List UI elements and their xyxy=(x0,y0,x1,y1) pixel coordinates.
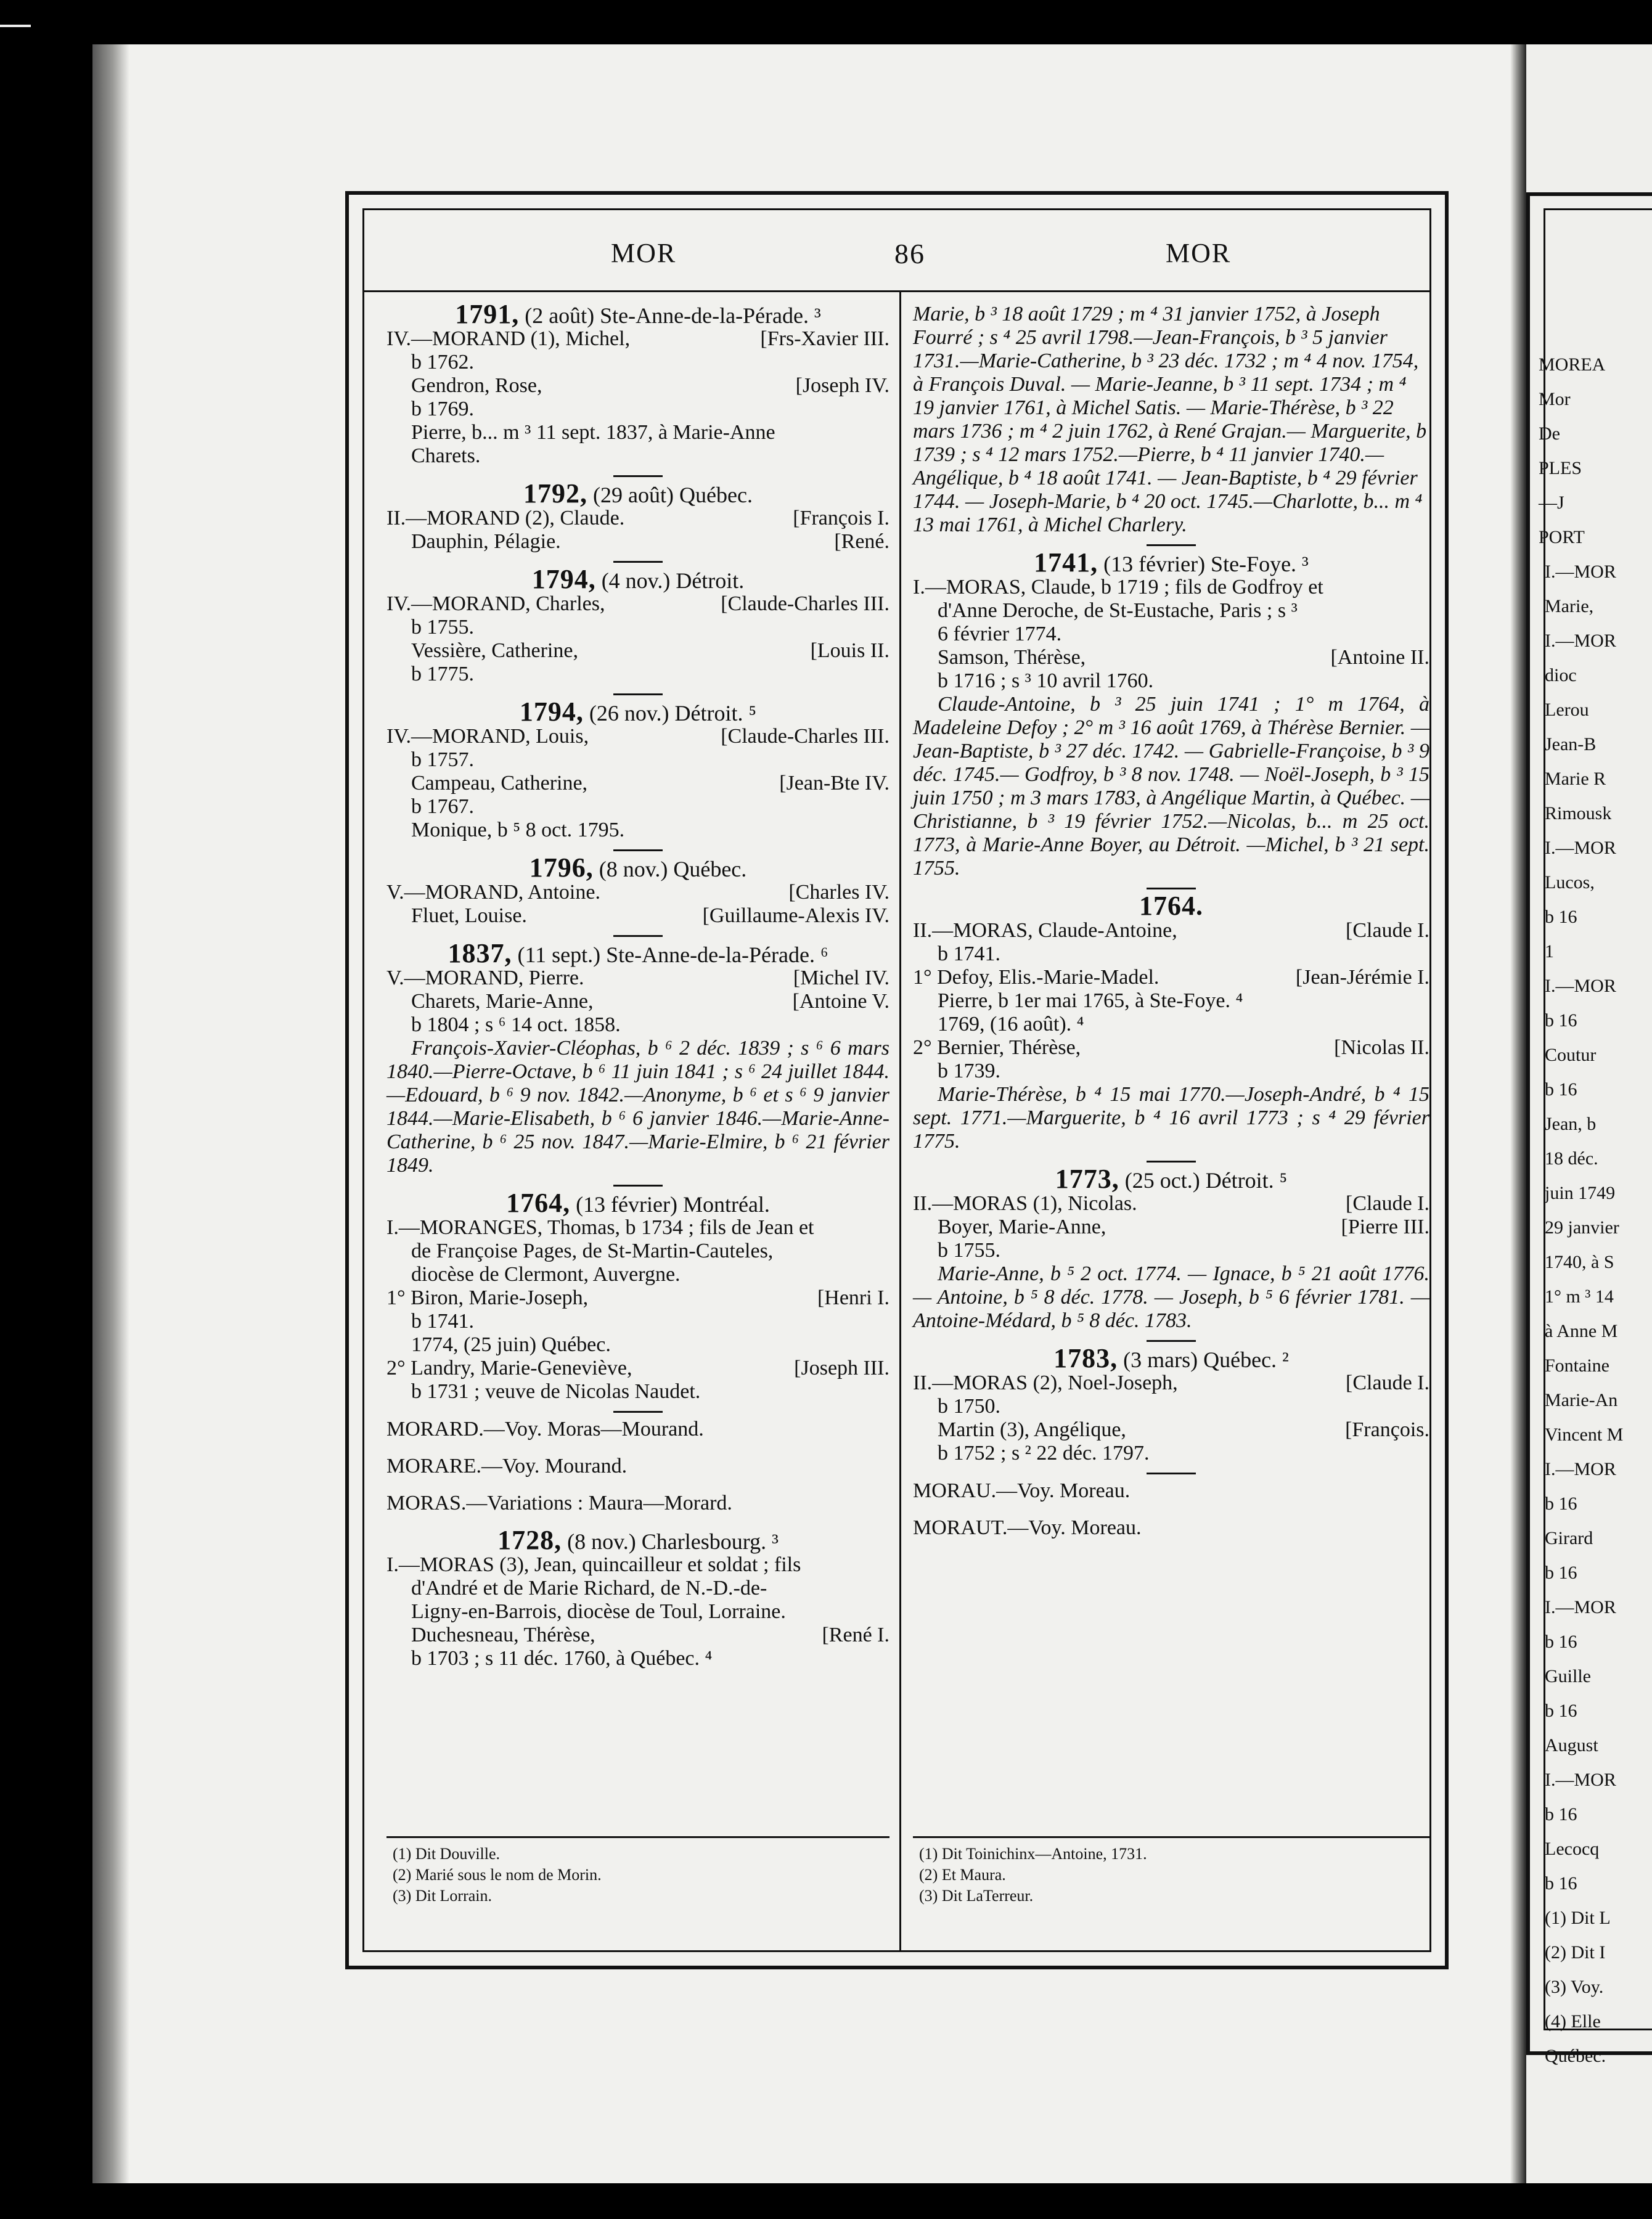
entry-line-text: Pierre, b 1er mai 1765, à Ste-Foye. ⁴ xyxy=(938,989,1243,1012)
header-right-word: MOR xyxy=(1166,238,1232,268)
marriage-year: 1792, xyxy=(523,478,588,509)
entry-line-text: diocèse de Clermont, Auvergne. xyxy=(411,1263,681,1286)
marriage-year: 1728, xyxy=(497,1525,562,1555)
entry-line-text: II.—MORAND (2), Claude. xyxy=(386,507,625,529)
next-page-text: Marie, xyxy=(1545,596,1594,616)
next-page-text: De xyxy=(1539,423,1560,444)
genealogy-entry xyxy=(386,1185,889,1404)
next-page-text: 29 janvier xyxy=(1545,1217,1619,1238)
next-page-text: (1) Dit L xyxy=(1545,1908,1611,1928)
entry-line-text: I.—MORAS, Claude, b 1719 ; fils de Godfroy et xyxy=(913,576,1323,599)
entry-line xyxy=(386,616,889,639)
entry-line xyxy=(386,1286,889,1310)
entry-line-text: Dauphin, Pélagie. xyxy=(411,530,561,553)
entry-line xyxy=(386,1357,889,1380)
genealogy-entry xyxy=(913,1161,1429,1333)
marriage-year: 1796, xyxy=(529,852,594,883)
book-gutter-shadow xyxy=(92,44,129,2183)
entry-line xyxy=(386,904,889,928)
parent-reference: [René. xyxy=(834,530,889,553)
entry-separator xyxy=(613,693,663,695)
marriage-year: 1794, xyxy=(519,697,584,727)
marriage-place: (2 août) Ste-Anne-de-la-Pérade. ³ xyxy=(519,303,821,328)
next-page-text: I.—MOR xyxy=(1545,1770,1616,1790)
entry-line-text: Duchesneau, Thérèse, xyxy=(411,1624,595,1646)
children-list: Marie-Thérèse, b ⁴ 15 mai 1770.—Joseph-André, b ⁴ 15 sept. 1771.—Marguerite, b ⁴ 16 avril 1773 ; s ⁴ 29 février 1775. xyxy=(913,1083,1429,1153)
parent-reference: [Henri I. xyxy=(817,1286,889,1309)
parent-reference: [Frs-Xavier III. xyxy=(760,327,889,350)
entry-heading xyxy=(386,697,889,727)
marriage-year: 1773, xyxy=(1055,1164,1119,1194)
entry-line-text: Samson, Thérèse, xyxy=(938,646,1086,669)
genealogy-entry xyxy=(913,544,1429,880)
entry-separator xyxy=(1147,1473,1196,1474)
next-page-text: b 16 xyxy=(1545,1563,1577,1583)
page-number: 86 xyxy=(894,238,925,269)
parent-reference: [Jean-Jérémie I. xyxy=(1295,966,1429,989)
next-page-text: Mor xyxy=(1539,389,1571,409)
entry-separator xyxy=(613,1185,663,1187)
entry-heading xyxy=(386,564,889,594)
entry-separator xyxy=(613,1411,663,1413)
entry-line-text: b 1716 ; s ³ 10 avril 1760. xyxy=(938,669,1154,692)
entry-line xyxy=(386,663,889,686)
entry-line-text: Boyer, Marie-Anne, xyxy=(938,1216,1106,1238)
genealogy-entry xyxy=(913,1340,1429,1465)
next-page-text: (3) Voy. xyxy=(1545,1977,1604,1997)
next-page-text: Fontaine xyxy=(1545,1355,1609,1376)
next-page-text: I.—MOR xyxy=(1545,631,1616,651)
entry-line xyxy=(913,1371,1429,1395)
next-page-text: juin 1749 xyxy=(1545,1183,1616,1203)
entry-line xyxy=(386,421,889,444)
entry-line xyxy=(913,966,1429,989)
entry-heading xyxy=(913,547,1429,578)
entry-line-text: b 1762. xyxy=(411,351,474,374)
entry-line xyxy=(913,1395,1429,1418)
parent-reference: [Claude I. xyxy=(1346,1192,1429,1215)
entry-line xyxy=(386,725,889,748)
next-page-text: Guille xyxy=(1545,1666,1591,1686)
entry-line-text: I.—MORAS (3), Jean, quincailleur et soldat ; fils xyxy=(386,1553,801,1576)
entry-line xyxy=(913,669,1429,693)
next-page-text: à Anne M xyxy=(1545,1321,1618,1341)
entry-line-text: d'André et de Marie Richard, de N.-D.-de- xyxy=(411,1577,767,1600)
parent-reference: [Joseph III. xyxy=(794,1357,889,1379)
entry-line-text: b 1755. xyxy=(938,1239,1000,1262)
entry-heading xyxy=(386,938,889,968)
children-list: Marie, b ³ 18 août 1729 ; m ⁴ 31 janvier 1752, à Joseph Fourré ; s ⁴ 25 avril 1798.—Jean-François, b ³ 5 janvier 1731.—Marie-Catherine, b ³ 23 déc. 1732 ; m ⁴ 4 nov. 1754, à François Duval. — Marie-Jeanne, b ³ 11 sept. 1734 ; m ⁴ 19 janvier 1761, à Michel Satis. — Marie-Thérèse, b ³ 22 mars 1736 ; m ⁴ 2 juin 1762, à René Grajan.— Marguerite, b 1739 ; s ⁴ 12 mars 1752.—Pierre, b ⁴ 11 janvier 1740.—Angélique, b ⁴ 18 août 1741. — Jean-Baptiste, b ⁴ 29 février 1744. — Joseph-Marie, b ⁴ 20 oct. 1745.—Charlotte, b... m ⁴ 13 mai 1761, à Michel Charlery. xyxy=(913,303,1427,536)
entry-line xyxy=(386,1240,889,1263)
parent-reference: [Nicolas II. xyxy=(1334,1036,1429,1059)
marriage-place: (4 nov.) Détroit. xyxy=(595,568,745,593)
left-footnotes xyxy=(386,1844,889,1906)
next-page-text: Rimousk xyxy=(1545,803,1612,823)
entry-line xyxy=(913,942,1429,966)
entry-line xyxy=(386,639,889,663)
next-page-text: (4) Elle xyxy=(1545,2011,1601,2032)
entry-line xyxy=(386,1310,889,1333)
right-footnote-rule xyxy=(913,1836,1429,1838)
parent-reference: [Louis II. xyxy=(810,639,889,662)
next-page-text: (2) Dit I xyxy=(1545,1942,1606,1963)
entry-line xyxy=(386,881,889,904)
footnote: (1) Dit Douville. xyxy=(393,1845,501,1863)
next-page-text: b 16 xyxy=(1545,1632,1577,1652)
marriage-place: (3 mars) Québec. ² xyxy=(1118,1347,1289,1372)
entry-separator xyxy=(613,935,663,937)
footnote: (2) Marié sous le nom de Morin. xyxy=(393,1866,602,1884)
entry-line xyxy=(913,599,1429,623)
entry-heading xyxy=(386,1188,889,1218)
entry-line-text: 1° Biron, Marie-Joseph, xyxy=(386,1286,589,1309)
parent-reference: [Charles IV. xyxy=(788,881,889,904)
right-footnotes xyxy=(913,1844,1429,1906)
entry-line xyxy=(386,507,889,530)
next-page-text: Lecocq xyxy=(1545,1839,1600,1859)
entry-line-text: b 1741. xyxy=(411,1310,474,1333)
genealogy-entry xyxy=(386,475,889,554)
entry-line-text: 1774, (25 juin) Québec. xyxy=(411,1333,611,1356)
entry-line-text: b 1750. xyxy=(938,1395,1000,1418)
genealogy-entry xyxy=(386,1525,889,1670)
genealogy-entry xyxy=(386,561,889,686)
next-page-text: Marie-An xyxy=(1545,1390,1618,1410)
parent-reference: [Joseph IV. xyxy=(795,374,889,397)
entry-heading xyxy=(386,299,889,329)
left-column xyxy=(386,299,889,1950)
entry-line-text: b 1755. xyxy=(411,616,474,639)
parent-reference: [François. xyxy=(1345,1418,1429,1441)
entry-line-text: 1° Defoy, Elis.-Marie-Madel. xyxy=(913,966,1159,989)
entry-line-text: b 1741. xyxy=(938,942,1000,965)
next-page-text: I.—MOR xyxy=(1545,976,1616,996)
marriage-place: (25 oct.) Détroit. ⁵ xyxy=(1119,1168,1288,1193)
entry-line xyxy=(386,1216,889,1240)
entry-line-text: Charets. xyxy=(411,444,481,467)
header-left-word: MOR xyxy=(611,238,677,268)
entry-line xyxy=(913,1418,1429,1442)
next-page-text: MOREA xyxy=(1539,354,1606,375)
entry-line xyxy=(386,990,889,1013)
entry-line-text: b 1703 ; s 11 déc. 1760, à Québec. ⁴ xyxy=(411,1647,713,1670)
entry-line xyxy=(386,1263,889,1286)
entry-heading xyxy=(913,891,1429,921)
entry-line-text: Monique, b ⁵ 8 oct. 1795. xyxy=(411,819,625,841)
running-header xyxy=(364,210,1429,292)
parent-reference: [Claude-Charles III. xyxy=(721,725,889,748)
entry-line xyxy=(386,748,889,772)
entry-line xyxy=(386,1553,889,1577)
entry-line xyxy=(913,1216,1429,1239)
next-page-text: b 16 xyxy=(1545,1873,1577,1894)
next-page-text: I.—MOR xyxy=(1545,562,1616,582)
entry-line xyxy=(913,989,1429,1013)
entry-line-text: IV.—MORAND (1), Michel, xyxy=(386,327,631,350)
right-entries xyxy=(913,303,1429,1819)
entry-line xyxy=(386,966,889,990)
genealogy-entry xyxy=(386,849,889,928)
entry-line xyxy=(913,623,1429,646)
entry-line xyxy=(913,919,1429,942)
next-page-text: b 16 xyxy=(1545,907,1577,927)
entry-line xyxy=(386,592,889,616)
next-page-text: I.—MOR xyxy=(1545,838,1616,858)
entry-line xyxy=(386,1624,889,1647)
cross-reference: MORARD.—Voy. Moras—Mourand. xyxy=(386,1418,704,1441)
entry-heading xyxy=(913,1164,1429,1194)
parent-reference: [Claude-Charles III. xyxy=(721,592,889,615)
marriage-year: 1783, xyxy=(1053,1343,1118,1373)
entry-heading xyxy=(386,852,889,883)
next-page-text: Lerou xyxy=(1545,700,1589,720)
entry-line xyxy=(386,795,889,819)
next-page-text: Vincent M xyxy=(1545,1424,1624,1445)
entry-heading xyxy=(386,1525,889,1555)
left-entries xyxy=(386,299,889,1819)
entry-line xyxy=(386,772,889,795)
next-page-text: Girard xyxy=(1545,1528,1593,1548)
entry-line-text: b 1804 ; s ⁶ 14 oct. 1858. xyxy=(411,1013,621,1036)
cross-references xyxy=(386,1411,889,1515)
entry-line-text: d'Anne Deroche, de St-Eustache, Paris ; s ³ xyxy=(938,599,1298,622)
next-page-text: b 16 xyxy=(1545,1804,1577,1825)
cross-reference: MORAS.—Variations : Maura—Morard. xyxy=(386,1492,732,1514)
entry-line xyxy=(386,1380,889,1404)
parent-reference: [Antoine V. xyxy=(792,990,889,1013)
entry-line-text: 1769, (16 août). ⁴ xyxy=(938,1013,1084,1036)
next-page-text: 1° m ³ 14 xyxy=(1545,1286,1614,1307)
next-page-text: Coutur xyxy=(1545,1045,1597,1065)
entry-line xyxy=(913,1060,1429,1083)
entry-line xyxy=(386,327,889,351)
entry-line-text: IV.—MORAND, Charles, xyxy=(386,592,605,615)
next-page-fragment xyxy=(1526,44,1652,2183)
page-frame xyxy=(345,191,1449,1969)
next-page-text: b 16 xyxy=(1545,1494,1577,1514)
next-page-text: b 16 xyxy=(1545,1079,1577,1100)
entry-line xyxy=(386,530,889,554)
page-edge-shadow xyxy=(1510,44,1526,2183)
genealogy-entry xyxy=(913,888,1429,1153)
parent-reference: [René I. xyxy=(822,1624,889,1646)
parent-reference: [Pierre III. xyxy=(1341,1216,1429,1238)
next-page-text: b 16 xyxy=(1545,1010,1577,1031)
entry-line-text: Fluet, Louise. xyxy=(411,904,527,927)
entry-separator xyxy=(613,849,663,851)
marriage-place: (11 sept.) Ste-Anne-de-la-Pérade. ⁶ xyxy=(512,942,828,967)
entry-line-text: Martin (3), Angélique, xyxy=(938,1418,1126,1441)
entry-line-text: I.—MORANGES, Thomas, b 1734 ; fils de Jean et xyxy=(386,1216,814,1239)
parent-reference: [François I. xyxy=(793,507,889,529)
marriage-place: (29 août) Québec. xyxy=(587,483,753,507)
entry-line xyxy=(386,819,889,842)
scan-edge-mark xyxy=(0,25,31,27)
entry-separator xyxy=(1147,888,1196,889)
entry-line-text: Charets, Marie-Anne, xyxy=(411,990,594,1013)
entry-line-text: b 1775. xyxy=(411,663,474,685)
entry-line xyxy=(913,1036,1429,1060)
entry-separator xyxy=(1147,1161,1196,1163)
entry-line-text: b 1769. xyxy=(411,398,474,420)
entry-line xyxy=(386,1577,889,1600)
entry-line-text: Ligny-en-Barrois, diocèse de Toul, Lorraine. xyxy=(411,1600,786,1623)
marriage-year: 1837, xyxy=(448,938,512,968)
footnote: (3) Dit LaTerreur. xyxy=(919,1887,1034,1905)
footnote: (1) Dit Toinichinx—Antoine, 1731. xyxy=(919,1845,1147,1863)
parent-reference: [Michel IV. xyxy=(793,966,889,989)
entry-line-text: Vessière, Catherine, xyxy=(411,639,578,662)
cross-reference: MORARE.—Voy. Mourand. xyxy=(386,1455,628,1477)
genealogy-entry xyxy=(386,693,889,842)
next-page-text: 1740, à S xyxy=(1545,1252,1614,1272)
marriage-year: 1764, xyxy=(506,1188,571,1218)
genealogy-entry xyxy=(386,299,889,468)
next-page-text: 18 déc. xyxy=(1545,1148,1598,1169)
entry-separator xyxy=(1147,544,1196,546)
marriage-year: 1794, xyxy=(531,564,596,594)
entry-line xyxy=(386,374,889,398)
entry-line-text: Gendron, Rose, xyxy=(411,374,542,397)
marriage-year: 1741, xyxy=(1034,547,1098,578)
entry-line-text: Pierre, b... m ³ 11 sept. 1837, à Marie-Anne xyxy=(411,421,775,444)
children-list: Claude-Antoine, b ³ 25 juin 1741 ; 1° m 1764, à Madeleine Defoy ; 2° m ³ 16 août 1769, à Thérèse Bernier. — Jean-Baptiste, b ³ 27 déc. 1742. — Gabrielle-Françoise, b ³ 9 déc. 1745.— Godfroy, b ³ 8 nov. 1748. — Noël-Joseph, b ³ 15 juin 1750 ; m 3 mars 1783, à Angélique Martin, à Québec. —Christianne, b ³ 19 février 1752.—Nicolas, b... m 25 oct. 1773, à Marie-Anne Boyer, au Détroit. —Michel, b ³ 21 sept. 1755. xyxy=(913,693,1429,880)
entry-line xyxy=(913,1013,1429,1036)
marriage-place: (26 nov.) Détroit. ⁵ xyxy=(583,701,757,725)
next-page-text: I.—MOR xyxy=(1545,1597,1616,1617)
entry-line-text: 2° Bernier, Thérèse, xyxy=(913,1036,1081,1059)
entry-line-text: b 1731 ; veuve de Nicolas Naudet. xyxy=(411,1380,701,1403)
entry-heading xyxy=(386,478,889,509)
next-page-text: PORT xyxy=(1539,527,1585,547)
cross-reference: MORAU.—Voy. Moreau. xyxy=(913,1479,1131,1502)
parent-reference: [Claude I. xyxy=(1346,919,1429,942)
entry-line xyxy=(386,1600,889,1624)
next-page-text: Québec. xyxy=(1545,2046,1606,2066)
parent-reference: [Jean-Bte IV. xyxy=(779,772,889,795)
next-page-text: Lucos, xyxy=(1545,872,1595,893)
next-page-text: 1 xyxy=(1545,941,1554,962)
entry-line-text: II.—MORAS (2), Noel-Joseph, xyxy=(913,1371,1178,1394)
genealogy-entry xyxy=(386,935,889,1177)
right-column xyxy=(913,303,1429,1950)
entry-line-text: 2° Landry, Marie-Geneviève, xyxy=(386,1357,632,1379)
next-page-text: August xyxy=(1545,1735,1598,1755)
next-page-text: —J xyxy=(1539,492,1564,513)
entry-line-text: b 1739. xyxy=(938,1060,1000,1082)
children-list: François-Xavier-Cléophas, b ⁶ 2 déc. 1839 ; s ⁶ 6 mars 1840.—Pierre-Octave, b ⁶ 11 juin 1841 ; s ⁶ 24 juillet 1844.—Edouard, b ⁶ 9 nov. 1842.—Anonyme, b ⁶ et s ⁶ 9 janvier 1844.—Marie-Elisabeth, b ⁶ 6 janvier 1846.—Marie-Anne-Catherine, b ⁶ 25 nov. 1847.—Marie-Elmire, b ⁶ 21 février 1849. xyxy=(386,1037,889,1177)
left-footnote-rule xyxy=(386,1836,889,1838)
parent-reference: [Guillaume-Alexis IV. xyxy=(702,904,889,927)
entry-line-text: de Françoise Pages, de St-Martin-Cauteles, xyxy=(411,1240,774,1262)
next-page-text: Jean, b xyxy=(1545,1114,1597,1134)
entry-line-text: b 1752 ; s ² 22 déc. 1797. xyxy=(938,1442,1150,1465)
entry-separator xyxy=(613,561,663,563)
entry-line xyxy=(913,1192,1429,1216)
cross-reference: MORAUT.—Voy. Moreau. xyxy=(913,1516,1142,1539)
entry-line xyxy=(913,576,1429,599)
next-page-text: Marie R xyxy=(1545,769,1606,789)
entry-line xyxy=(386,1647,889,1670)
entry-line xyxy=(386,351,889,374)
entry-line xyxy=(913,646,1429,669)
entry-heading xyxy=(913,1343,1429,1373)
footnote: (2) Et Maura. xyxy=(919,1866,1006,1884)
children-list: Marie-Anne, b ⁵ 2 oct. 1774. — Ignace, b ⁵ 21 août 1776.— Antoine, b ⁵ 8 déc. 1778. — Joseph, b ⁵ 6 février 1781. — Antoine-Médard, b ⁵ 8 déc. 1783. xyxy=(913,1262,1429,1332)
entry-separator xyxy=(613,475,663,477)
next-page-text: b 16 xyxy=(1545,1701,1577,1721)
parent-reference: [Claude I. xyxy=(1346,1371,1429,1394)
next-page-text: dioc xyxy=(1545,665,1577,685)
marriage-place: (13 février) Montréal. xyxy=(570,1192,770,1217)
marriage-place: (8 nov.) Charlesbourg. ³ xyxy=(562,1529,779,1554)
entry-line-text: b 1757. xyxy=(411,748,474,771)
marriage-year: 1791, xyxy=(455,299,520,329)
entry-line-text: V.—MORAND, Antoine. xyxy=(386,881,600,904)
page-inner-frame xyxy=(362,208,1431,1952)
entry-line xyxy=(386,1333,889,1357)
entry-line xyxy=(386,398,889,421)
entry-separator xyxy=(1147,1340,1196,1342)
entry-line xyxy=(913,1239,1429,1262)
next-page-text: PLES xyxy=(1539,458,1582,478)
next-page-text: I.—MOR xyxy=(1545,1459,1616,1479)
entry-line xyxy=(913,1442,1429,1465)
entry-line xyxy=(386,444,889,468)
entry-line-text: II.—MORAS (1), Nicolas. xyxy=(913,1192,1137,1215)
entry-line-text: 6 février 1774. xyxy=(938,623,1062,645)
column-divider xyxy=(899,290,901,1950)
next-page-text: Jean-B xyxy=(1545,734,1597,754)
marriage-year: 1764. xyxy=(1139,891,1203,921)
marriage-place: (13 février) Ste-Foye. ³ xyxy=(1098,552,1309,576)
cross-references xyxy=(913,1473,1429,1540)
entry-line-text: Campeau, Catherine, xyxy=(411,772,588,795)
entry-line-text: b 1767. xyxy=(411,795,474,818)
entry-line-text: II.—MORAS, Claude-Antoine, xyxy=(913,919,1177,942)
footnote: (3) Dit Lorrain. xyxy=(393,1887,493,1905)
entry-line-text: IV.—MORAND, Louis, xyxy=(386,725,589,748)
marriage-place: (8 nov.) Québec. xyxy=(593,857,747,881)
parent-reference: [Antoine II. xyxy=(1330,646,1429,669)
entry-line xyxy=(386,1013,889,1037)
entry-line-text: V.—MORAND, Pierre. xyxy=(386,966,584,989)
